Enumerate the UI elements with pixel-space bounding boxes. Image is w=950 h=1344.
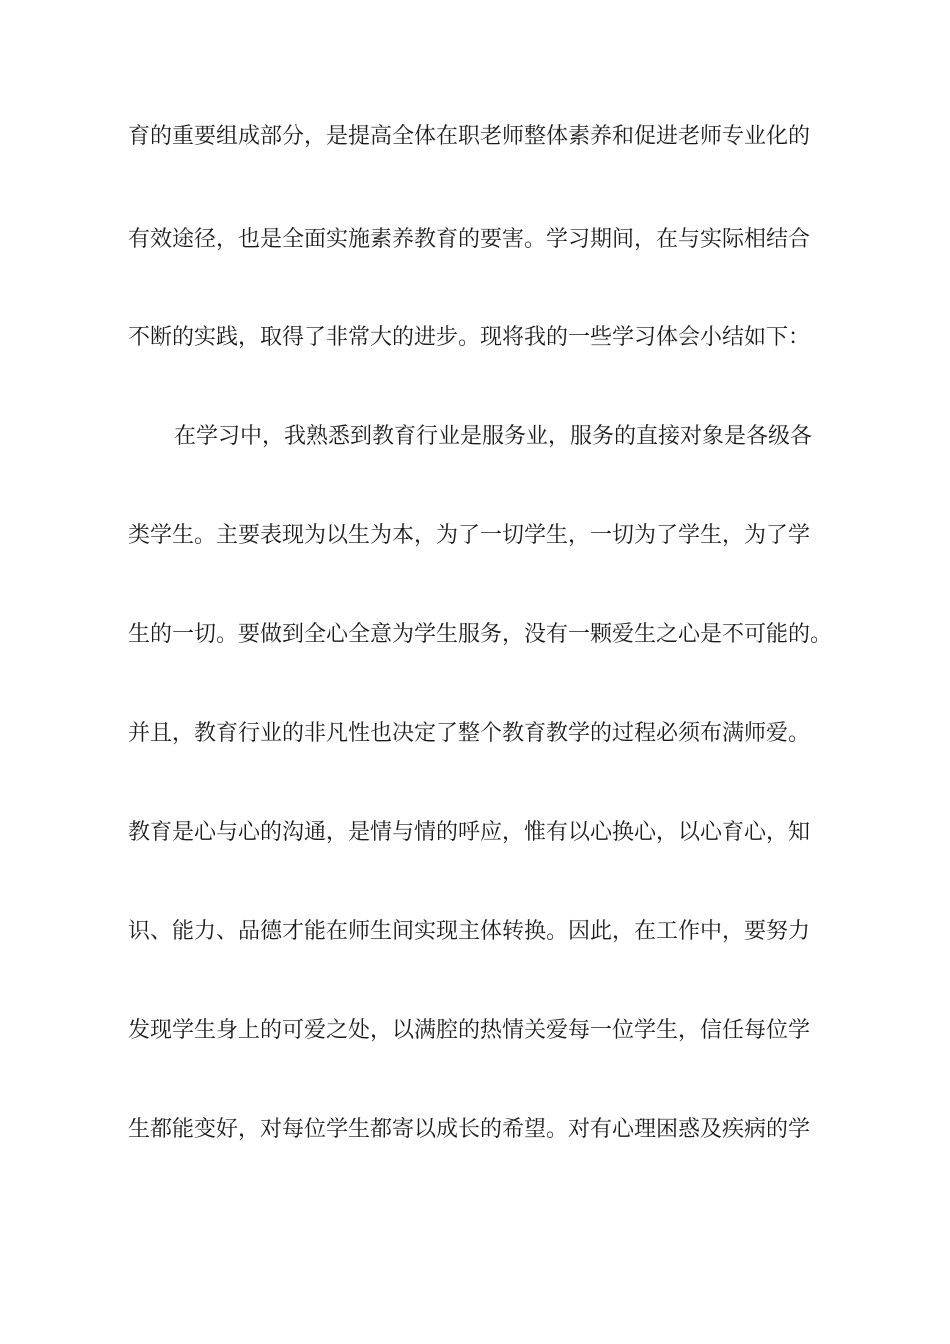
text-line: 发现学生身上的可爱之处，以满腔的热情关爱每一位学生，信任每位学 [128,1018,811,1043]
text-line: 识、能力、品德才能在师生间实现主体转换。因此，在工作中，要努力 [128,919,811,944]
text-line: 并且，教育行业的非凡性也决定了整个教育教学的过程必须布满师爱。 [128,721,811,746]
text-line: 教育是心与心的沟通，是情与情的呼应，惟有以心换心，以心育心，知 [128,820,811,845]
text-line: 在学习中，我熟悉到教育行业是服务业，服务的直接对象是各级各 [174,424,813,449]
text-line: 育的重要组成部分，是提高全体在职老师整体素养和促进老师专业化的 [128,124,811,149]
text-line: 不断的实践，取得了非常大的进步。现将我的一些学习体会小结如下： [128,325,811,350]
text-line: 生都能变好，对每位学生都寄以成长的希望。对有心理困惑及疾病的学 [128,1117,811,1142]
text-line: 类学生。主要表现为以生为本，为了一切学生，一切为了学生，为了学 [128,523,811,548]
text-line: 有效途径，也是全面实施素养教育的要害。学习期间，在与实际相结合 [128,227,811,252]
text-line: 生的一切。要做到全心全意为学生服务，没有一颗爱生之心是不可能的。 [128,622,833,647]
